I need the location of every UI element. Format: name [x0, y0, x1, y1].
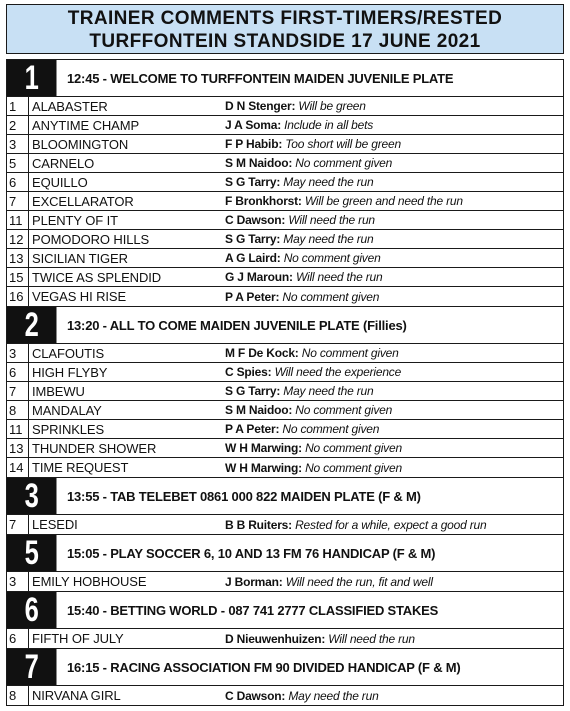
trainer-name: G J Maroun: [225, 270, 293, 284]
header-title-line-1: TRAINER COMMENTS FIRST-TIMERS/RESTED [67, 8, 503, 29]
runner-row [7, 211, 563, 230]
runner-number: 3 [7, 572, 29, 591]
race-title: 13:55 - TAB TELEBET 0861 000 822 MAIDEN PLATE (F & M) [67, 488, 421, 504]
runner-row [7, 382, 563, 401]
comment-text: No comment given [283, 251, 381, 265]
comment-text: No comment given [282, 422, 380, 436]
runner-row [7, 515, 563, 534]
trainer-name: C Dawson: [225, 213, 286, 227]
comment-text: No comment given [282, 289, 380, 304]
race-title: 15:05 - PLAY SOCCER 6, 10 AND 13 FM 76 HANDICAP (F & M) [67, 545, 436, 561]
trainer-name: M F De Kock: [225, 346, 299, 360]
trainer-name: P A Peter: [225, 289, 280, 304]
trainer-comment [225, 99, 563, 113]
runner-number: 2 [7, 116, 29, 134]
runner-number: 14 [7, 458, 29, 477]
runner-row [7, 116, 563, 135]
runner-row [7, 344, 563, 363]
runner-row [7, 439, 563, 458]
horse-name: SICILIAN TIGER [32, 250, 128, 266]
runner-number: 7 [7, 515, 29, 534]
comment-text: Include in all bets [284, 118, 374, 132]
trainer-comment [225, 689, 563, 703]
horse-name: CLAFOUTIS [32, 345, 105, 361]
runner-number: 13 [7, 439, 29, 457]
runner-number: 8 [7, 686, 29, 705]
race-header [7, 648, 563, 686]
runner-number: 7 [7, 192, 29, 210]
horse-name: ANYTIME CHAMP [32, 117, 140, 133]
runner-row [7, 287, 563, 306]
race-header [7, 59, 563, 97]
runner-number: 6 [7, 629, 29, 648]
horse-name: PLENTY OF IT [32, 212, 118, 228]
runner-row [7, 458, 563, 477]
runner-number: 6 [7, 173, 29, 191]
horse-name: LESEDI [32, 517, 78, 532]
comment-text: No comment given [305, 460, 402, 475]
horse-name: TIME REQUEST [32, 460, 129, 475]
runner-row [7, 363, 563, 382]
trainer-comment [225, 137, 563, 151]
comment-text: No comment given [295, 156, 393, 170]
horse-name: ALABASTER [32, 98, 108, 114]
trainer-name: S G Tarry: [225, 232, 281, 246]
horse-name: EQUILLO [32, 174, 88, 190]
trainer-comment [225, 575, 563, 589]
comment-text: Will be green [298, 99, 366, 113]
trainer-name: C Dawson: [225, 688, 286, 703]
trainer-comment [225, 403, 563, 417]
race-number-badge: 6 [7, 592, 57, 628]
horse-name: SPRINKLES [32, 421, 105, 437]
runner-number: 8 [7, 401, 29, 419]
runner-number: 12 [7, 230, 29, 248]
trainer-name: J Borman: [225, 574, 283, 589]
runner-row [7, 268, 563, 287]
horse-name: THUNDER SHOWER [32, 440, 157, 456]
trainer-comment [225, 422, 563, 436]
race-section [6, 648, 564, 706]
comment-text: No comment given [301, 346, 399, 360]
trainer-comment [225, 518, 563, 532]
trainer-comment [225, 175, 563, 189]
trainer-name: C Spies: [225, 365, 272, 379]
runner-number: 11 [7, 420, 29, 438]
trainer-comment [225, 213, 563, 227]
race-section [6, 534, 564, 591]
comment-text: Too short will be green [285, 137, 401, 151]
runner-row [7, 154, 563, 173]
runner-number: 7 [7, 382, 29, 400]
horse-name: IMBEWU [32, 383, 85, 399]
race-section [6, 306, 564, 477]
race-number-badge: 5 [7, 535, 57, 571]
race-title: 15:40 - BETTING WORLD - 087 741 2777 CLASSIFIED STAKES [67, 602, 439, 618]
horse-name: VEGAS HI RISE [32, 289, 127, 304]
horse-name: FIFTH OF JULY [32, 631, 124, 646]
comment-text: May need the run [288, 688, 379, 703]
race-header [7, 591, 563, 629]
race-number-badge: 7 [7, 649, 57, 685]
horse-name: CARNELO [32, 155, 95, 171]
horse-name: POMODORO HILLS [32, 231, 150, 247]
race-number-badge: 2 [7, 307, 57, 343]
trainer-name: J A Soma: [225, 118, 281, 132]
comment-text: Will need the run [288, 213, 375, 227]
race-title: 16:15 - RACING ASSOCIATION FM 90 DIVIDED HANDICAP (F & M) [67, 659, 461, 675]
runner-row [7, 192, 563, 211]
runner-number: 6 [7, 363, 29, 381]
trainer-name: S G Tarry: [225, 175, 281, 189]
runner-number: 16 [7, 287, 29, 306]
races-table [6, 59, 564, 706]
trainer-comment [225, 290, 563, 304]
comment-text: Will be green and need the run [304, 194, 463, 208]
trainer-name: S M Naidoo: [225, 156, 293, 170]
horse-name: HIGH FLYBY [32, 364, 108, 380]
race-header [7, 306, 563, 344]
runner-number: 1 [7, 97, 29, 115]
runner-row [7, 230, 563, 249]
runner-number: 15 [7, 268, 29, 286]
runner-number: 5 [7, 154, 29, 172]
runner-row [7, 97, 563, 116]
trainer-name: A G Laird: [225, 251, 281, 265]
runner-number: 13 [7, 249, 29, 267]
trainer-comment [225, 346, 563, 360]
race-title: 13:20 - ALL TO COME MAIDEN JUVENILE PLATE (Fillies) [67, 317, 407, 333]
trainer-name: D Nieuwenhuizen: [225, 631, 326, 646]
horse-name: NIRVANA GIRL [32, 688, 121, 703]
race-header [7, 534, 563, 572]
header-title-line-2: TURFFONTEIN STANDSIDE 17 JUNE 2021 [89, 31, 481, 52]
trainer-name: D N Stenger: [225, 99, 296, 113]
race-title: 12:45 - WELCOME TO TURFFONTEIN MAIDEN JUVENILE PLATE [67, 70, 454, 86]
runner-number: 3 [7, 344, 29, 362]
trainer-comment [225, 365, 563, 379]
trainer-comment [225, 118, 563, 132]
trainer-name: W H Marwing: [225, 460, 302, 475]
trainer-name: S G Tarry: [225, 384, 281, 398]
horse-name: BLOOMINGTON [32, 136, 129, 152]
comment-text: No comment given [295, 403, 393, 417]
trainer-comment [225, 441, 563, 455]
race-header [7, 477, 563, 515]
comment-text: Will need the experience [274, 365, 402, 379]
comment-text: Will need the run [328, 631, 415, 646]
comment-text: Rested for a while, expect a good run [295, 517, 487, 532]
trainer-comment [225, 632, 563, 646]
runner-row [7, 249, 563, 268]
runner-number: 3 [7, 135, 29, 153]
trainer-name: B B Ruiters: [225, 517, 292, 532]
trainer-comment [225, 251, 563, 265]
race-section [6, 477, 564, 534]
race-number-badge: 3 [7, 478, 57, 514]
comment-text: May need the run [283, 175, 374, 189]
trainer-comment [225, 461, 563, 475]
page-header [6, 4, 564, 54]
trainer-name: P A Peter: [225, 422, 280, 436]
trainer-name: S M Naidoo: [225, 403, 293, 417]
race-section [6, 59, 564, 306]
trainer-comment [225, 232, 563, 246]
runner-row [7, 173, 563, 192]
trainer-comment [225, 194, 563, 208]
runner-row [7, 135, 563, 154]
trainer-name: W H Marwing: [225, 441, 302, 455]
race-section [6, 591, 564, 648]
race-number-badge: 1 [7, 60, 57, 96]
horse-name: EXCELLARATOR [32, 193, 134, 209]
horse-name: MANDALAY [32, 402, 102, 418]
runner-row [7, 686, 563, 705]
comment-text: Will need the run, fit and well [285, 574, 433, 589]
trainer-name: F Bronkhorst: [225, 194, 302, 208]
comment-text: Will need the run [295, 270, 383, 284]
comment-text: May need the run [283, 232, 374, 246]
trainer-comment [225, 384, 563, 398]
trainer-comment [225, 270, 563, 284]
trainer-name: F P Habib: [225, 137, 283, 151]
runner-row [7, 629, 563, 648]
horse-name: EMILY HOBHOUSE [32, 574, 147, 589]
comment-text: No comment given [305, 441, 402, 455]
runner-row [7, 572, 563, 591]
comment-text: May need the run [283, 384, 374, 398]
horse-name: TWICE AS SPLENDID [32, 269, 162, 285]
runner-row [7, 401, 563, 420]
runner-number: 11 [7, 211, 29, 229]
trainer-comment [225, 156, 563, 170]
runner-row [7, 420, 563, 439]
